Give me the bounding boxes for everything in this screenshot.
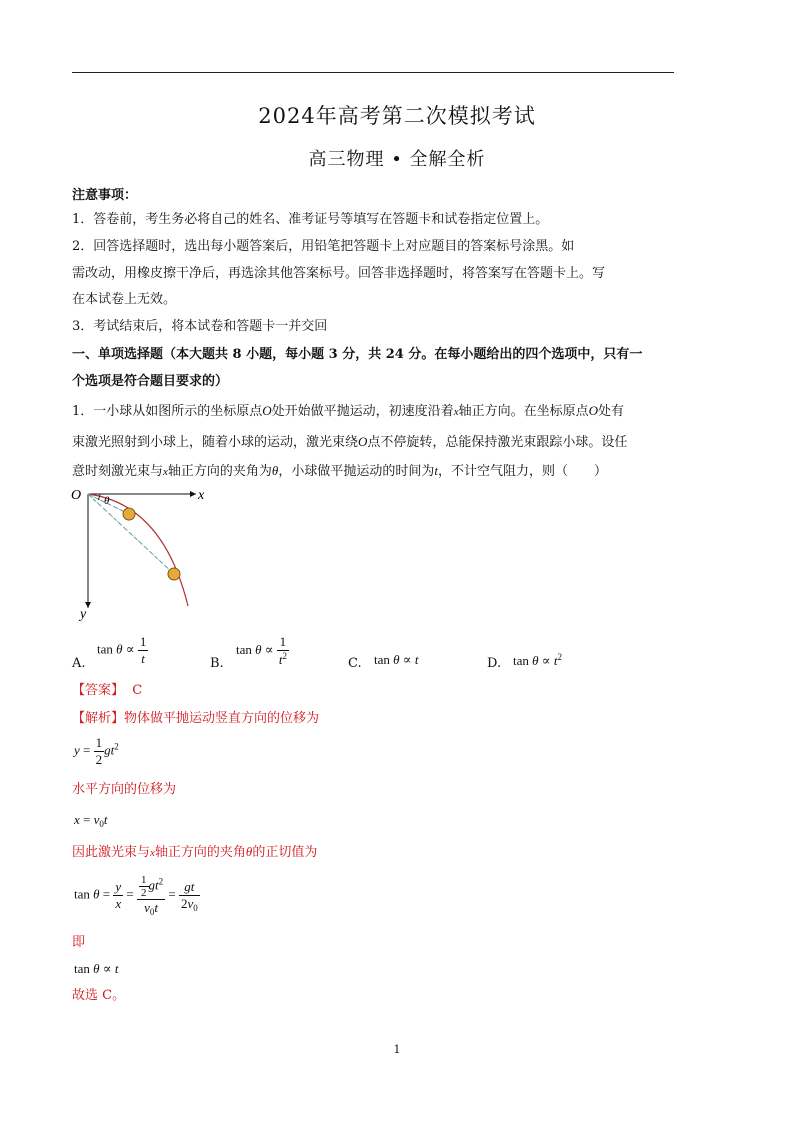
angle-arc (98, 494, 100, 500)
equation-x: $x = v_0t$ (74, 812, 108, 829)
notice-heading: 注意事项： (72, 188, 138, 203)
option-b-formula: tan θ ∝ $\frac{1}{t^2}$ (236, 634, 287, 667)
header-rule (72, 72, 674, 73)
option-c-label: C. (348, 656, 362, 671)
equation-result: tan θ ∝ t (74, 961, 119, 976)
analysis-label: 【解析】 (72, 711, 125, 726)
option-d-label: D. (487, 656, 502, 671)
section-heading-line1: 一、单项选择题（本大题共 8 小题，每小题 3 分，共 24 分。在每小题给出的四个选项中，只有一 (72, 347, 643, 362)
page-title: 2024年高考第二次模拟考试 (258, 104, 536, 128)
equation-y: y = $\frac{1}{2}$ $gt^2$ (74, 735, 119, 767)
page-subtitle: 高三物理 • 全解全析 (308, 149, 486, 170)
analysis-line-1: 【解析】物体做平抛运动竖直方向的位移为 (72, 711, 320, 726)
answer-value: C (132, 683, 143, 698)
notice-item-2-end: 在本试卷上无效。 (72, 292, 177, 307)
question-line-2: 束激光照射到小球上，随着小球的运动，激光束绕O点不停旋转，总能保持激光束跟踪小球。设任 (72, 434, 628, 450)
theta-label: θ (104, 495, 110, 507)
ball-1 (123, 508, 135, 520)
origin-label: O (71, 488, 82, 503)
analysis-conclusion: 故选 C。 (72, 988, 126, 1003)
answer-label: 【答案】 (72, 683, 125, 698)
equation-tan: tan θ = $\frac{y}{x}$ = $\frac{1}{2}$ $gt^2$ $v_0t$ = $\frac{gt}{2v_0}$ (74, 874, 198, 917)
page-number: 1 (393, 1043, 401, 1056)
question-line-3: 意时刻激光束与x轴正方向的夹角为θ，小球做平抛运动的时间为t，不计空气阻力，则（ ） (72, 463, 607, 479)
notice-item-3: 3．考试结束后，将本试卷和答题卡一并交回 (72, 319, 328, 334)
option-a-formula: tan θ ∝ $\frac{1}{t}$ (97, 634, 147, 666)
option-b-label: B. (210, 656, 224, 671)
y-axis-label: y (80, 607, 87, 622)
x-axis-label: x (198, 488, 205, 503)
notice-item-2: 2．回答选择题时，选出每小题答案后，用铅笔把答题卡上对应题目的答案标号涂黑。如 (72, 239, 575, 254)
option-a-label: A. (72, 656, 86, 671)
projectile-figure (68, 484, 218, 624)
notice-item-1: 1．答卷前，考生务必将自己的姓名、准考证号等填写在答题卡和试卷指定位置上。 (72, 212, 549, 227)
analysis-line-2: 水平方向的位移为 (72, 782, 177, 797)
question-line-1: 1．一小球从如图所示的坐标原点O处开始做平抛运动，初速度沿着x轴正方向。在坐标原点O处有 (72, 403, 624, 419)
analysis-line-4: 即 (72, 935, 86, 950)
notice-item-2-cont: 需改动，用橡皮擦干净后，再选涂其他答案标号。回答非选择题时，将答案写在答题卡上。写 (72, 266, 606, 281)
answer-line (72, 682, 142, 700)
trajectory-curve (88, 494, 188, 606)
ball-2 (168, 568, 180, 580)
option-c-formula: tan θ ∝ t (374, 652, 419, 667)
analysis-line-3: 因此激光束与x轴正方向的夹角θ的正切值为 (72, 844, 318, 860)
section-heading-line2: 个选项是符合题目要求的） (72, 374, 229, 389)
option-d-formula: $\tan \theta \propto t^2$ (513, 652, 562, 668)
